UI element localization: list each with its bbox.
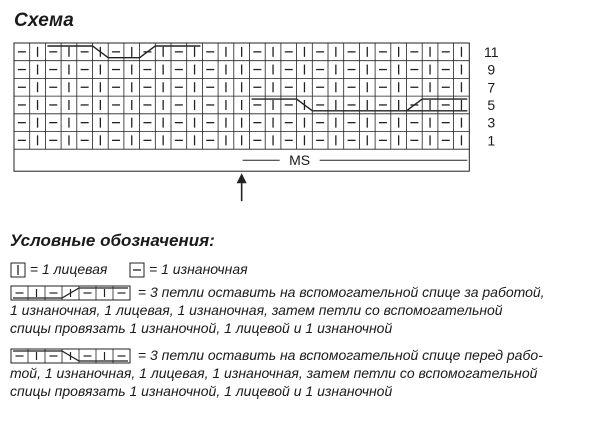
ms-label: MS [289, 152, 311, 169]
purl-symbol-icon [129, 262, 145, 278]
ms-arrow-head [237, 173, 247, 183]
cross-front-line-1: = 3 петли оставить на вспомогательной спице перед рабо- [137, 347, 543, 363]
cable-back-symbol-icon [10, 285, 134, 301]
row-label: 3 [487, 114, 496, 131]
row-label: 7 [487, 79, 496, 96]
row-labels [484, 44, 499, 149]
legend-title: Условные обозначения: [10, 231, 215, 250]
legend-cross-back-row [10, 283, 545, 301]
legend-basic-row [10, 260, 248, 278]
knitting-chart [0, 0, 600, 215]
ms-axis [237, 152, 468, 201]
cross-back-line-1: = 3 петли оставить на вспомогательной спице за работой, [137, 284, 545, 300]
cross-front-line-2: той, 1 изнаночная, 1 лицевая, 1 изнаночная, затем петли со вспомогательной [10, 365, 538, 381]
row-label: 11 [484, 43, 499, 60]
cable-front-symbol-icon [10, 348, 134, 364]
row-label: 5 [487, 96, 496, 113]
legend-cross-front-row [10, 346, 543, 364]
knit-symbol-icon [10, 262, 26, 278]
cross-back-line-2: 1 изнаночная, 1 лицевая, 1 изнаночная, затем петли со вспомогательной [10, 302, 503, 318]
row-label: 9 [487, 61, 496, 78]
row-label: 1 [487, 132, 496, 149]
purl-label: = 1 изнаночная [149, 261, 248, 277]
knit-label: = 1 лицевая [29, 261, 108, 277]
chart-title: Схема [14, 10, 75, 31]
cross-back-line-3: спицы провязать 1 изнаночной, 1 лицевой и 1 изнаночной [10, 320, 393, 336]
cross-front-line-3: спицы провязать 1 изнаночной, 1 лицевой и 1 изнаночной [10, 383, 393, 399]
